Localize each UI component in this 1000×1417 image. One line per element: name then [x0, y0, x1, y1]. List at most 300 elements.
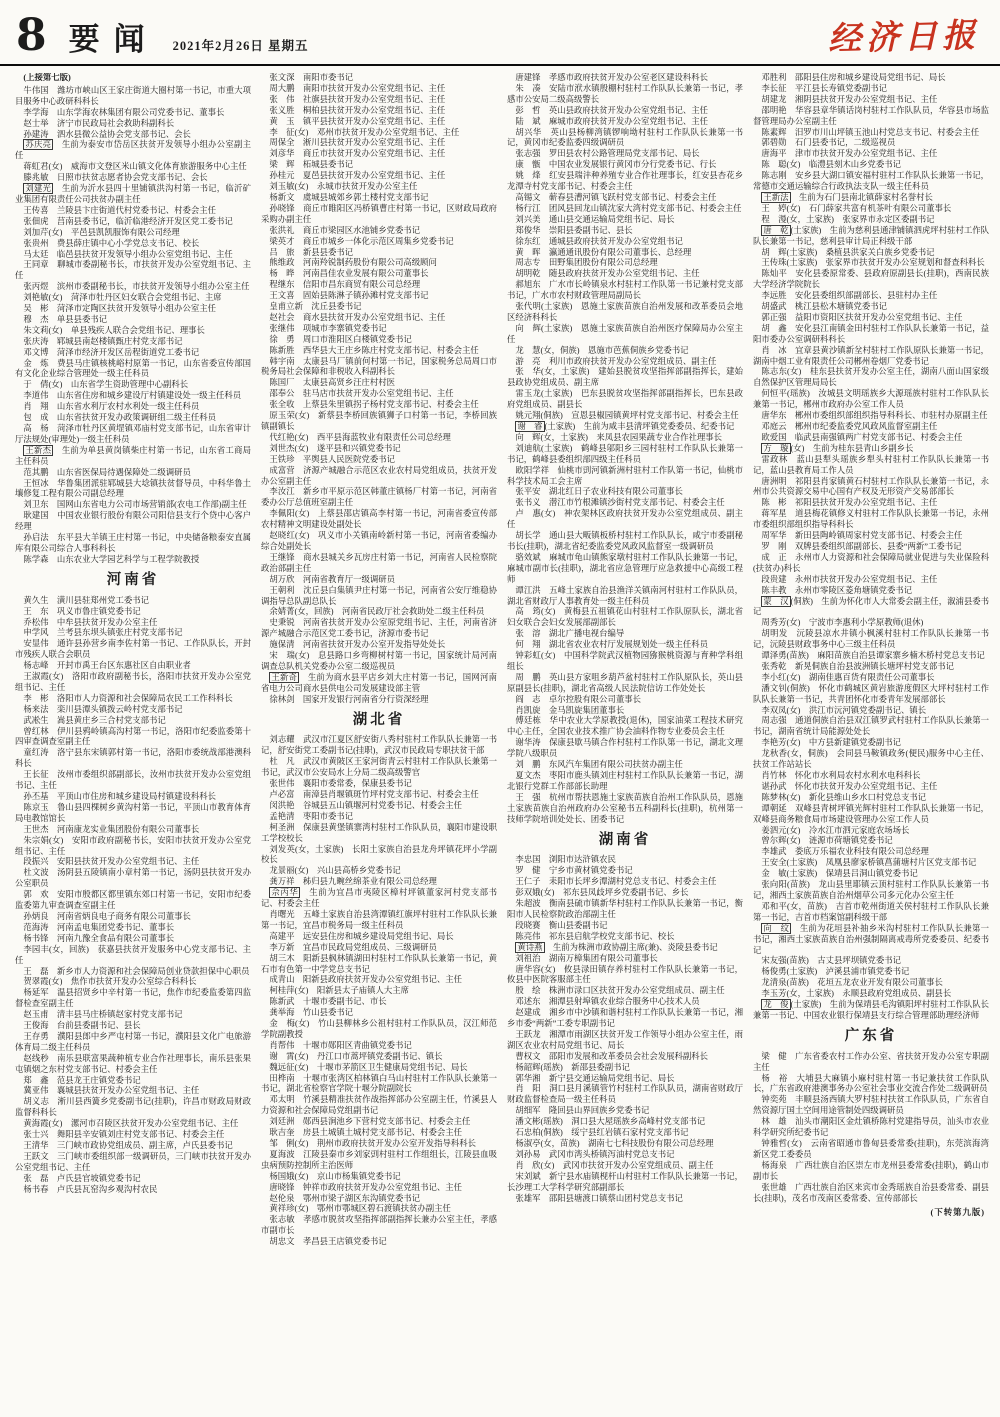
honoree-name: 赵伦泉 — [269, 1193, 295, 1203]
honoree-name: 邵奉公 — [269, 389, 295, 399]
honoree-name: 张继伟 — [269, 323, 295, 333]
honoree-entry: 李道伟 山东省住房和城乡建设厅村镇建设处一级主任科员 — [23, 391, 242, 401]
honoree-entry: 孙晓锋 商丘市睢阳区冯桥镇曹庄村第一书记，区财政局政府采购办副主任 — [261, 203, 497, 224]
honoree-entry: 胡忠文 孝昌县王店镇党委书记 — [269, 1237, 387, 1247]
honoree-name: 韩宇南 — [269, 356, 295, 366]
honoree-entry: 陈新武 十堰市委副书记、市长 — [269, 997, 387, 1007]
honoree-name: 杨新文 — [269, 192, 295, 202]
honoree-name: 杨 裕 — [761, 1073, 788, 1083]
honoree-entry: 邵明艳 华容县章华镇话岗村驻村工作队队员，华容县市场监督管理局办公室副主任 — [753, 105, 989, 126]
honoree-entry: 夏海波 江陵县秦市乡刘家剅村驻村工作组组长，江陵县血吸虫病预防控制所主治医师 — [261, 1149, 497, 1170]
honoree-name-deceased-boxed: 王新奇 — [271, 672, 298, 682]
honoree-entry: 陈 聪(女) 临澧县刻木山乡党委书记 — [761, 160, 901, 170]
honoree-entry: 罗 健 宁乡市黄材镇党委书记 — [515, 866, 633, 876]
province-section-header: 广东省 — [844, 1027, 898, 1044]
honoree-name: 卢必富 — [269, 790, 295, 799]
honoree-entry: 王朝利 沈丘县白集镇尹庄村第一书记，河南省公安厅维稳协调指导总队副总队长 — [261, 585, 497, 606]
honoree-entry: 杨书锋 河南九豫全食品有限公司董事长 — [23, 933, 175, 943]
honoree-entry: 蒙 汉 (侗族) 生前为怀化市人大常委会副主任，溆浦县委书记 — [753, 596, 989, 617]
honoree-name: 田桦南 — [269, 1073, 295, 1083]
honoree-name: 姜泗元(女) — [761, 825, 801, 835]
honoree-entry: 卢 惠(女) 神农架林区政府扶贫开发办公室党组成员、副主任 — [507, 509, 743, 530]
honoree-name: 成 正 — [761, 552, 787, 562]
honoree-entry: 张志敏 孝感市脱贫攻坚指挥部副指挥长兼办公室主任，孝感市副市长 — [261, 1215, 497, 1236]
honoree-entry: 朱 凑 安陆市洑水镇殷棚村驻村工作队队长兼第一书记，孝感市公安局二级高级警长 — [507, 83, 743, 104]
honoree-entry: 张 溶 湖北广播电视台编导 — [515, 629, 625, 639]
honoree-entry: 刘孙易 武冈市湾头桥镇泻油村党总支书记 — [515, 1149, 675, 1159]
honoree-name: 夏文杰 — [515, 771, 541, 780]
honoree-name: 朱文莉(女) — [23, 325, 63, 335]
honoree-name: 程 漫(女，土家族) — [761, 214, 834, 224]
honoree-entry: 杨韶辉(瑶族) 新邵县委副书记 — [515, 1062, 630, 1072]
honoree-name: 王长征 — [23, 770, 49, 780]
honoree-name: 孙建涛 — [23, 129, 49, 139]
honoree-name: 唐晓锋 — [269, 1182, 295, 1192]
honoree-entry: 王铁珍 平舆县人民医院党委书记 — [269, 454, 396, 464]
honoree-entry: 柯圣洲 保康县黄堡镇寨湾村驻村工作队队员，襄阳市建设职工学校校长 — [261, 822, 497, 843]
honoree-name: 赵社会 — [269, 312, 295, 322]
honoree-name: 成富营 — [269, 465, 295, 475]
honoree-name: 王传喜 — [23, 205, 49, 215]
honoree-name: 邓胜利 — [761, 73, 787, 82]
honoree-name: 陈学森 — [23, 554, 49, 564]
honoree-entry: 张 伟 社旗县扶贫开发办公室党组书记、主任 — [269, 94, 446, 104]
honoree-entry: 黄诗燕 生前为株洲市政协副主席(兼)、炎陵县委书记 — [517, 942, 718, 952]
honoree-entry: 金 梅(女) 竹山县柳林乡公祖村驻村工作队队员，汉江师范学院副教授 — [261, 1019, 497, 1039]
honoree-entry: 杨志峰 开封市禹王台区东惠社区自由职业者 — [23, 661, 191, 671]
honoree-entry: 柯桂萍(女) 阳新县太子庙镇人大主席 — [269, 986, 409, 996]
honoree-entry: 张雄军 邵阳县塘渡口镇蔡山团村党总支书记 — [515, 1193, 683, 1203]
honoree-name: 肖凯旋 — [515, 705, 541, 715]
honoree-entry: 唐洲明 祁阳县肖家镇黄石村驻村工作队队长兼第一书记，永州市公共资源交易中心国有产权及无形资产交易部部长 — [753, 476, 989, 497]
honoree-name: 肖 冰 — [761, 345, 787, 355]
honoree-entry: 程 漫(女，土家族) 张家界市永定区委副书记 — [761, 214, 935, 224]
honoree-name: 王清华 — [23, 1141, 49, 1150]
honoree-name: 李远胜 — [761, 291, 787, 301]
honoree-name: 郭碧勋 — [761, 138, 787, 148]
honoree-name: 刘艳敏(女) — [23, 293, 63, 303]
honoree-name: 李 彬 — [23, 693, 49, 703]
honoree-entry: 王存勇 濮阳县郎中乡严屯村第一书记，濮阳县文化广电旅游体育局二级主任科员 — [15, 1031, 251, 1052]
honoree-name-deceased-boxed: 苏庆亮 — [25, 140, 52, 150]
honoree-name: 陈志东(女) — [761, 367, 802, 377]
honoree-name: 彭双娥(女) — [515, 888, 555, 898]
honoree-name: 欧阳学祥 — [515, 465, 550, 475]
honoree-entry: 张秀乾 新晃侗族自治县波洲镇长塘坪村党支部书记 — [761, 661, 955, 671]
honoree-name-deceased-boxed: 向 纹 — [763, 923, 790, 933]
honoree-entry: 杨 裕 大埔县大麻镇小麻村驻村第一书记兼扶贫工作队队长，广东省政府港澳事务办公室社会事业交流合作处二级调研员 — [753, 1073, 989, 1094]
honoree-entry: 王世杰 河南康龙实业集团股份有限公司董事长 — [23, 824, 200, 834]
honoree-entry: 段晓赛 衡山县委副书记 — [515, 920, 608, 930]
honoree-name: 姚元翔(侗族) — [515, 411, 563, 421]
province-section-header: 湖南省 — [598, 831, 652, 848]
honoree-entry: 王继锋 商水县城关乡瓦房庄村第一书记，河南省人民检察院政治部副主任 — [261, 552, 497, 573]
honoree-entry: 雷政林 蓝山县犁头瑶族乡犁头村驻村工作队队长兼第一书记，蓝山县教育局工作人员 — [753, 454, 989, 475]
honoree-name: 周大鹏 — [269, 83, 295, 93]
honoree-name: 王俊海 — [23, 1021, 49, 1031]
honoree-name: 段晓赛 — [515, 920, 541, 930]
honoree-name: 胡明发 — [761, 629, 788, 639]
honoree-name: 雷政林 — [761, 454, 788, 464]
honoree-name: 熊维政 — [269, 258, 295, 268]
honoree-entry: 阎 志 卓尔控股有限公司董事长 — [515, 694, 642, 704]
honoree-name: 胡 鑫 — [761, 323, 787, 333]
honoree-entry: 周秀芳(女) 宁波市李惠利小学原教师(退休) — [761, 618, 924, 628]
honoree-name: 朱宗娟(女) — [23, 835, 64, 845]
honoree-name: 杨行江 — [515, 203, 541, 213]
honoree-entry: 曹权文 邵阳市发展和改革委员会社会发展科副科长 — [515, 1051, 709, 1061]
honoree-entry: 杨海泉 广西壮族自治区崇左市龙州县委常委(挂职)，鹤山市副市长 — [753, 1160, 989, 1181]
honoree-entry: 龙景丽(女) 兴山县高桥乡党委书记 — [269, 866, 401, 876]
honoree-entry: 吕 旅 新县县委书记 — [269, 247, 354, 257]
honoree-entry: 陈 彬 祁阳县扶贫开发办公室党组书记、主任 — [761, 498, 938, 508]
honoree-name: 宋刘斌 — [515, 1171, 541, 1181]
honoree-entry: 王新法 生前为石门县南北镇薛家村名誉村长 — [763, 192, 933, 202]
honoree-entry: 原玉荣(女) 新蔡县李桥回族镇狮子口村第一书记，李桥回族镇副镇长 — [261, 411, 497, 431]
honoree-name: 赵玉甫 — [23, 1010, 49, 1020]
honoree-name: 王 磊 — [23, 966, 49, 976]
honoree-entry: 刘玉敏(女) 永城市扶贫开发办公室主任 — [269, 182, 418, 192]
honoree-entry: 黄 晖 瀛通通讯股份有限公司董事长、总经理 — [515, 247, 692, 257]
honoree-entry: 徐 勇 周口市淮阳区白楼镇党委书记 — [269, 334, 412, 344]
honoree-name: 邓和平(女，苗族) — [761, 901, 827, 911]
column-4 — [753, 73, 989, 1409]
honoree-name: 王淑霞(女) — [23, 672, 64, 682]
honoree-entry: 潘文彬(瑶族) 洞口县大屋瑶族乡高峰村党支部书记 — [515, 1117, 706, 1127]
honoree-name: 高建平 — [269, 931, 295, 941]
honoree-name: 原玉荣(女) — [269, 411, 310, 421]
honoree-name: 孙晓锋 — [269, 203, 295, 213]
honoree-entry: 赵士举 济宁市民政局社会救助科副科长 — [23, 118, 175, 128]
honoree-entry: 杜 凡 武汉市黄陂区王家河街青云村驻村工作队队长兼第一书记，武汉市公安局水上分局二级高级警官 — [261, 757, 497, 778]
honoree-name: 陈志刚 — [761, 171, 787, 181]
content-columns — [0, 66, 1000, 1409]
honoree-entry: 邹 俐(女) 荆州市政府扶贫开发办公室开发指导科科长 — [269, 1139, 476, 1148]
honoree-name: 王跃龙 — [515, 1029, 541, 1039]
honoree-name: 成青山 — [269, 975, 295, 985]
honoree-name: 梁英才 — [269, 236, 295, 246]
honoree-name: 罗 刚 — [761, 541, 787, 551]
honoree-entry: 张代明(土家族) 恩施土家族苗族自治州发展和改革委员会地区经济科科长 — [507, 302, 743, 322]
honoree-entry: 余婧菁(女，回族) 河南省民政厅社会救助处二级主任科员 — [269, 607, 485, 617]
honoree-name: 殷 绘 — [515, 986, 541, 996]
honoree-name: 李道伟 — [23, 391, 49, 401]
honoree-name: 耿建国 — [23, 511, 49, 521]
honoree-name: 谢华涛 — [515, 738, 541, 748]
honoree-entry: 胡长学 通山县大畈镇板桥村驻村工作队队长，咸宁市委副秘书长(挂职)，湖北省纪委监委党风政风监督室一级调研员 — [507, 531, 743, 551]
honoree-entry: 包 成 山东省扶贫开发办政策调研组二级主任科员 — [23, 413, 217, 423]
honoree-name: 申学风 — [23, 628, 49, 638]
honoree-name: 王 强 — [515, 792, 541, 802]
honoree-entry: 罗 刚 双牌县委组织部副部长、县委“两新”工委书记 — [761, 541, 962, 551]
honoree-name: 唐洲明 — [761, 476, 787, 486]
honoree-name: 于 倩(女) — [23, 380, 63, 390]
honoree-entry: 张志强 罗田县农村公路管理局党支部书记、局长 — [515, 149, 700, 159]
honoree-name: 胡明乾 — [515, 269, 541, 279]
honoree-name: 孙启法 — [23, 533, 49, 543]
honoree-name: 肖 阳 — [515, 1084, 541, 1094]
honoree-entry: 朱宗娟(女) 安阳市政府副秘书长，安阳市扶贫开发办公室党组书记、主任 — [15, 835, 251, 856]
honoree-entry: 黄久生 潢川县驻郑州党工委书记 — [23, 595, 150, 605]
honoree-entry: 刘祖治 湖南万樟集团有限公司董事长 — [515, 953, 658, 963]
honoree-name: 王铁珍 — [269, 454, 295, 464]
honoree-entry: 周保全 淅川县扶贫开发办公室党组书记、主任 — [269, 138, 446, 148]
honoree-name: 唐华容(女) — [515, 964, 556, 974]
honoree-entry: 王传喜 兰陵县卞庄街道代村党委书记、村委会主任 — [23, 205, 217, 215]
honoree-name: 肖曙光 — [269, 909, 295, 919]
honoree-entry: 胡盛武 桃江县松木塘镇党委书记 — [761, 302, 888, 312]
honoree-entry: 王文喜 固始县陈淋子镇孙滩村党支部书记 — [269, 291, 429, 301]
honoree-entry: 童红涛 洛宁县东宋镇郭村第一书记，洛阳市委统战部港澳科科长 — [15, 748, 251, 769]
honoree-name: 刘祖治 — [515, 953, 541, 963]
honoree-entry: 胡建龙 湘阴县扶贫开发办公室党组书记、主任 — [761, 94, 938, 104]
column-2 — [261, 73, 497, 1409]
honoree-entry: 张继伟 项城市李寨镇党委书记 — [269, 323, 387, 333]
honoree-entry: 杨俊勇(土家族) 泸溪县浦市镇党委书记 — [761, 967, 910, 977]
honoree-name: 张 磊 — [23, 1173, 49, 1183]
honoree-name: 张贵州 — [23, 238, 49, 248]
honoree-name: 赵士举 — [23, 118, 49, 128]
honoree-name: 王传珠(土家族) — [761, 258, 818, 268]
honoree-name: 唐建锋 — [515, 73, 541, 82]
honoree-entry: 陈志东(女) 桂东县扶贫开发办公室主任，湖南八面山国家级自然保护区管理局局长 — [753, 367, 989, 388]
honoree-name-deceased-boxed: 唐 乾 — [763, 225, 789, 235]
honoree-entry: 段振兴 安阳县扶贫开发办公室党组书记、主任 — [23, 857, 200, 867]
honoree-name: 杨延军 — [23, 988, 49, 998]
honoree-entry: 钟奕苑 丰顺县汤西镇大罗村驻村扶贫工作队队员，广东省自然资源厅国土空间用途管制处四级调研员 — [753, 1095, 989, 1116]
honoree-entry: 王 婷(女) 石门薛家共富有机茶叶有限公司董事长 — [761, 203, 952, 213]
honoree-entry: 宋 瑞(女) 息县路口乡弯柳树村第一书记，国家统计局河南调查总队机关党委办公室二级巡视员 — [261, 651, 497, 671]
honoree-entry: 赵伦泉 鄂州市梁子湖区东沟镇党委书记 — [269, 1193, 421, 1203]
honoree-name: 陈丰教 — [761, 585, 787, 595]
honoree-name: 王世杰 — [23, 824, 49, 834]
honoree-name: 傅廷栋 — [515, 716, 541, 726]
honoree-name: 胡忠文 — [269, 1237, 295, 1247]
honoree-entry: 周大鹏 南阳市扶贫开发办公室党组书记、主任 — [269, 83, 446, 93]
honoree-name: 刘志耀 — [269, 735, 295, 745]
honoree-name: 刘彦华 — [269, 149, 295, 159]
honoree-name: 耿吉奎 — [269, 1128, 295, 1138]
honoree-name: 刘卫东 — [23, 500, 49, 510]
honoree-name: 邓文博 — [23, 347, 49, 357]
honoree-name: 孙丕基 — [23, 792, 49, 801]
honoree-entry: 谢 霄(女) 丹江口市蒿坪镇党委副书记、镇长 — [269, 1051, 443, 1061]
honoree-entry: 蒋军星 道县梅花镇修义村驻村工作队队长兼第一书记，永州市委组织部组织指导科科长 — [753, 509, 989, 530]
honoree-name: 康 甑 — [515, 160, 541, 170]
honoree-entry: 何恒平(瑶族) 汝城县文明瑶族乡大源瑶族村驻村工作队队长兼第一书记，郴州市政府办公室工作人员 — [753, 389, 989, 410]
honoree-entry: 陈丰教 永州市零陵区菱角塘镇党委书记 — [761, 585, 913, 595]
honoree-entry: 钟彩虹(女) 中国科学院武汉植物园猕猴桃资源与育种学科组组长 — [507, 651, 743, 671]
honoree-entry: 李艳芳(女) 中方县新建镇党委副书记 — [761, 738, 901, 748]
honoree-entry: 彭双娥(女) 祁东县凤歧坪乡党委副书记、乡长 — [515, 888, 689, 898]
honoree-entry: 张义胜 桐柏县扶贫开发办公室党组书记、主任 — [269, 105, 446, 115]
honoree-entry: 闵洪艳 谷城县五山镇堰河村党委书记、村委会主任 — [269, 800, 463, 810]
honoree-name: 段贵建 — [761, 574, 787, 584]
honoree-entry: 曾尔辉(女) 涟源市荷塘镇党委书记 — [761, 836, 893, 846]
honoree-name: 张 华(女，土家族) — [515, 367, 590, 377]
honoree-name: 夏海波 — [269, 1149, 295, 1159]
honoree-name: 孙炳良 — [23, 911, 49, 921]
honoree-entry: 孙炳良 河南省炳良电子商务有限公司董事长 — [23, 911, 191, 921]
honoree-entry: 成富营 济源产城融合示范区农业农村局党组成员，扶贫开发办公室副主任 — [261, 465, 497, 486]
honoree-entry: 龙秋香(女，侗族) 会同县马鞍镇政务(便民)服务中心主任、扶贫工作站站长 — [753, 749, 989, 770]
honoree-entry: 成 正 永州市人力资源和社会保障局就业促进与失业保险科(扶贫办)科长 — [753, 552, 989, 573]
honoree-name: 张 溶 — [515, 629, 541, 639]
honoree-entry: 曾红林 伊川县鸦岭镇高沟村第一书记，洛阳市纪委监委第十四审查调查室副主任 — [15, 726, 251, 747]
honoree-name: 刘玉敏(女) — [269, 182, 309, 192]
honoree-name: 蒋军星 — [761, 509, 787, 519]
honoree-entry: 杨行江 团风县回龙山镇沈家大湾村党支部书记、村委会主任 — [515, 203, 742, 213]
honoree-entry: 王安全(土家族) 凤凰县廖家桥镇菖蒲塘村片区党支部书记 — [761, 858, 977, 868]
honoree-entry: 谢华涛 保康县歇马镇合作村驻村工作队第一书记，湖北文理学院八级职员 — [507, 738, 743, 759]
edition-date: 2021年2月26日 星期五 — [172, 39, 309, 53]
honoree-name: 刘加芹(女) — [23, 227, 63, 237]
honoree-name: 魏远征(女) — [269, 1062, 309, 1072]
honoree-entry: 雷玉龙(土家族) 巴东县脱贫攻坚指挥部副指挥长，巴东县政府党组成员、副县长 — [507, 389, 743, 410]
honoree-name: 龚万祥 — [269, 877, 295, 887]
honoree-name: 胡 辉(土家族) — [761, 247, 818, 257]
honoree-entry: 李万新 宜昌市民政局党组成员、三级调研员 — [269, 942, 437, 952]
honoree-name: 龙 慧(女，侗族) — [515, 345, 580, 355]
honoree-entry: 于 倩(女) 山东省学生资助管理中心副科长 — [23, 380, 189, 390]
honoree-entry: 康 甑 中国农业发展银行黄冈市分行党委书记、行长 — [515, 160, 717, 170]
honoree-entry: 骆效斌 麻城市龟山镇熊家墩村驻村工作队队长兼第一书记，麻城市副市长(挂职)，湖北省应急管理厅应急救援中心高级工程师 — [507, 552, 743, 584]
honoree-entry: 张 磊 卢氏县官坡镇党委书记 — [23, 1173, 141, 1183]
honoree-name: 杨淑亭(女，苗族) — [515, 1139, 580, 1148]
honoree-entry: 郭华湘 新宁县交通运输局党组书记、局长 — [515, 1073, 675, 1083]
honoree-name: 赵建成 — [515, 1008, 541, 1018]
honoree-entry: 石忠柏(侗族) 绥宁县红岩镇石家村党支部书记 — [515, 1128, 689, 1138]
honoree-entry: 史秉锐 河南省扶贫开发办公室原党组书记、主任，河南省济源产城融合示范区党工委书记，济源市委书记 — [261, 618, 497, 639]
honoree-name: 邓庭云 — [761, 422, 787, 431]
honoree-name: 肖帮伟 — [269, 1040, 295, 1050]
honoree-name-deceased-boxed: 蒙 汉 — [763, 596, 789, 606]
honoree-name: 谢 霄(女) — [269, 1051, 309, 1061]
honoree-name: 马太廷 — [23, 249, 49, 259]
honoree-entry: 郑 鑫 范县龙王庄镇党委书记 — [23, 1075, 141, 1085]
honoree-name: 陈新武 — [269, 997, 295, 1007]
honoree-name: 张秀乾 — [761, 661, 787, 671]
honoree-entry: 张世伟 襄阳市委常委，保康县委书记 — [269, 779, 412, 789]
honoree-entry: 李 征(女) 邓州市扶贫开发办公室党组书记、主任 — [269, 127, 460, 137]
honoree-entry: 成青山 阳新县政府扶贫开发办公室党组书记、主任 — [269, 975, 463, 985]
honoree-entry: 傅廷栋 华中农业大学原教授(退休)，国家油菜工程技术研究中心主任，全国农业技术推广协会油料作物专业委员会主任 — [507, 716, 743, 737]
honoree-entry: 陈新胜 西华县大王庄乡陈庄村党支部书记、村委会主任 — [269, 345, 479, 355]
honoree-entry: 谭江洪 五峰土家族自治县渔洋关镇南河村驻村工作队队员，湖北省财政厅人事教育处一级主任科员 — [507, 585, 743, 606]
honoree-entry: 杨新文 虞城县城郊乡郭土楼村党支部书记 — [269, 192, 429, 202]
honoree-name: 柯桂萍(女) — [269, 986, 309, 996]
honoree-entry: 钟雅哲(女) 云南省昭通市鲁甸县委常委(挂职)，东莞滨海湾新区党工委委员 — [753, 1139, 989, 1159]
honoree-entry: 范其鹏 山东省医保局待遇保障处二级调研员 — [23, 467, 191, 477]
honoree-name: 陈 彬 — [761, 498, 787, 508]
honoree-name-deceased-boxed: 龙 俊 — [763, 1000, 789, 1010]
honoree-entry: 苏庆亮 生前为泰安市岱岳区扶贫开发领导小组办公室副主任 — [15, 140, 251, 161]
honoree-name-deceased-boxed: 王新法 — [763, 192, 789, 202]
honoree-entry: 程继东 信阳市昌东商贸有限公司总经理 — [269, 280, 421, 290]
honoree-entry: 龙 俊 (土家族) 生前为保靖县毛沟镇阳坪村驻村工作队队长兼第一书记、中国农业银行保靖县支行综合管理部助理经济师 — [753, 1000, 989, 1020]
honoree-entry: 邵奉公 驻马店市扶贫开发办公室党组书记、主任 — [269, 389, 454, 399]
honoree-name: 李雄武 — [761, 847, 787, 857]
honoree-entry: 张丙煜 滨州市委副秘书长，市扶贫开发领导小组办公室主任 — [23, 282, 250, 292]
honoree-entry: 欧爱国 临武县南强镇两广村党支部书记、村委会主任 — [761, 432, 963, 442]
honoree-name: 梁 辉 — [269, 160, 295, 170]
honoree-entry: 刘 鹏 东风汽车集团有限公司扶贫办副主任 — [515, 760, 683, 770]
honoree-entry: 李汝江 新乡市平原示范区韩董庄镇杨厂村第一书记，河南省委办公厅总值班室副主任 — [261, 487, 497, 508]
honoree-name: 黄祥珍(女) — [269, 1204, 309, 1214]
honoree-entry: 蒋虹君(女) 威海市文登区米山镇文化体育旅游服务中心主任 — [23, 162, 247, 172]
honoree-name: 王 东 — [23, 606, 49, 616]
honoree-entry: 向 辉(土家族) 恩施土家族苗族自治州医疗保障局办公室主任 — [507, 323, 743, 344]
honoree-name: 龙秋香(女，侗族) — [761, 749, 828, 759]
honoree-entry: 马太廷 临邑县扶贫开发领导小组办公室党组书记、主任 — [23, 249, 233, 259]
honoree-entry: 张平安 湖北红日子农业科技有限公司董事长 — [515, 487, 683, 497]
honoree-name: 唐海平 — [761, 149, 787, 159]
province-section-header: 河南省 — [106, 571, 160, 588]
honoree-name: 徐林剑 — [269, 694, 295, 704]
honoree-entry: 黄 玉 镇平县扶贫开发办公室党组书记、主任 — [269, 116, 446, 126]
honoree-entry: 孙丕基 平顶山市住房和城乡建设局村镇建设科科长 — [23, 792, 217, 801]
honoree-name: 周志专 — [515, 258, 541, 268]
honoree-name: 王恒冰 — [23, 478, 49, 488]
honoree-entry: 肖竹林 怀化市水利局农村水利水电科科长 — [761, 771, 921, 780]
honoree-entry: 贺翠霞(女) 焦作市扶贫开发办公室综合科科长 — [23, 977, 197, 987]
honoree-name: 唐华东 — [761, 411, 787, 421]
honoree-name: 潘文彬(瑶族) — [515, 1117, 563, 1127]
honoree-entry: 杨国娥(女) 京山市杨集镇党委书记 — [269, 1171, 401, 1181]
honoree-entry: 胡义志 淅川县西簧乡党委副书记(挂职)，许昌市财政局财政监督科科长 — [15, 1097, 251, 1118]
honoree-entry: 黄海霞(女) 漯河市召陵区扶贫开发办公室党组书记、主任 — [23, 1119, 239, 1129]
honoree-entry: 王清华 三门峡市政协党组成员、副主席，卢氏县委书记 — [23, 1141, 233, 1150]
honoree-name: 肖竹林 — [761, 771, 787, 780]
honoree-entry: 郭 欢 安阳市殷都区都里镇东郊口村第一书记，安阳市纪委监委第九审查调查室副主任 — [15, 890, 251, 911]
honoree-name: 潘文钊(侗族) — [761, 683, 810, 693]
honoree-name: 邵明艳 — [761, 105, 787, 115]
honoree-name: 朱 凑 — [515, 83, 541, 93]
honoree-entry: 姚元翔(侗族) 宣恩县椒园镇黄坪村党支部书记、村委会主任 — [515, 411, 739, 421]
honoree-name: 石忠柏(侗族) — [515, 1128, 563, 1138]
honoree-entry: 王俊海 台前县委副书记、县长 — [23, 1021, 141, 1031]
honoree-entry: 张书义 潜江市竹根滩镇沙街村党支部书记、村委会主任 — [515, 498, 725, 508]
honoree-name: 张书义 — [515, 498, 541, 508]
honoree-entry: 胡 辉(土家族) 桑植县洪家关白族乡党委书记 — [761, 247, 935, 257]
honoree-name: 刘兴美 — [515, 214, 541, 224]
honoree-entry: 赵建成 湘乡市中沙镇和谐村驻村工作队队长兼第一书记，湘乡市委“两新”工委专职副书记 — [507, 1008, 743, 1029]
honoree-name: 代红艳(女) — [269, 432, 309, 442]
honoree-name: 骆效斌 — [515, 552, 541, 562]
honoree-name: 张平安 — [515, 487, 541, 497]
honoree-name-deceased-boxed: 方 璇 — [763, 443, 789, 453]
honoree-entry: 姜泗元(女) 冷水江市泗元家庭农场场长 — [761, 825, 910, 835]
honoree-entry: 高建平 远安县住房和城乡建设局党组书记、局长 — [269, 931, 454, 941]
honoree-entry: 谭泽勇(苗族) 麻阳苗族自治县谭家寨乡楠木桥村党总支书记 — [761, 651, 985, 661]
honoree-entry: 滕兆敏 日照市扶贫志愿者协会党支部书记、会长 — [23, 173, 208, 183]
honoree-entry: 李长征 平江县长寿镇党委副书记 — [761, 83, 888, 93]
honoree-entry: 金 炼 费县马庄镇核桃峪村原第一书记，山东省委宣传部国有文化企业综合管理处一级主任科员 — [15, 358, 251, 379]
honoree-name: 陈新胜 — [269, 345, 295, 355]
honoree-entry: 赵晓红(女) 巩义市小关镇南岭新村第一书记，河南省委编办综合处副处长 — [261, 531, 497, 551]
honoree-entry: 郭碧勋 石门县委书记，二级巡视员 — [761, 138, 896, 148]
honoree-name: 施保清 — [269, 640, 295, 650]
honoree-name: 赵晓红(女) — [269, 531, 310, 541]
page-number: 8 — [16, 10, 47, 61]
honoree-entry: 龚万祥 秭归县九畹丝绵茶业有限公司总经理 — [269, 877, 437, 887]
honoree-name: 周秀芳(女) — [761, 618, 801, 628]
honoree-name: 何恒平(瑶族) — [761, 389, 810, 399]
honoree-entry: 胡细军 隆回县山界回族乡党委书记 — [515, 1106, 650, 1116]
honoree-name: 游 亮 — [515, 356, 541, 366]
honoree-name: 欧爱国 — [761, 432, 787, 442]
honoree-entry: 陈学森 山东农业大学园艺科学与工程学院教授 — [23, 554, 200, 564]
